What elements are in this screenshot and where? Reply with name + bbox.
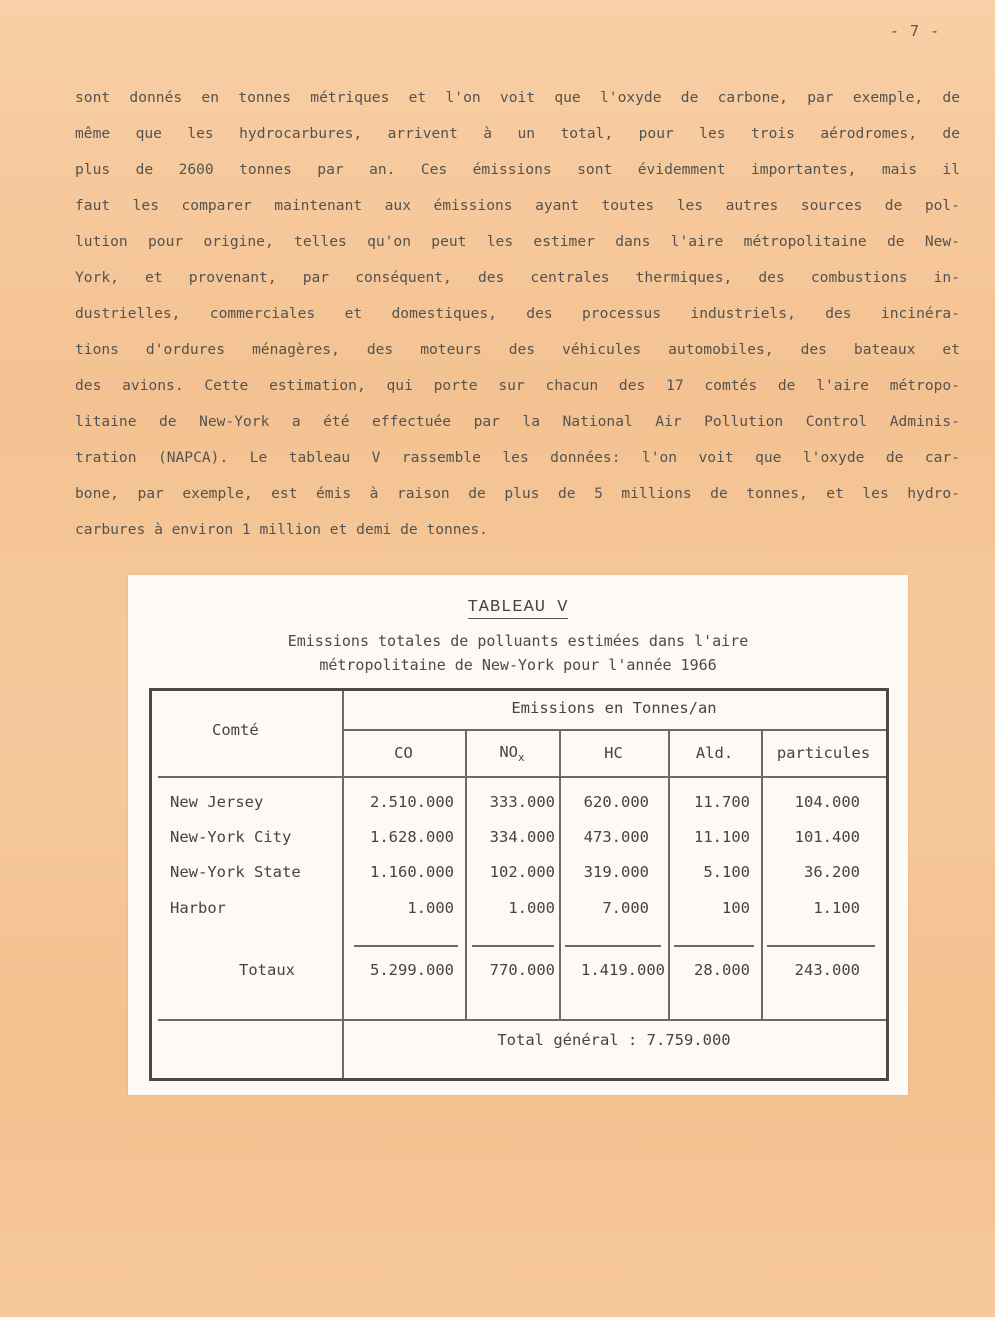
paragraph-line: plus de 2600 tonnes par an. Ces émissions sont évidemment importantes, mais il xyxy=(75,161,960,178)
paragraph-line: dustrielles, commerciales et domestiques, des processus industriels, des incinéra- xyxy=(75,305,960,322)
header-rule xyxy=(158,776,886,778)
body-paragraph xyxy=(75,80,960,548)
row-co: 2.510.000 xyxy=(370,793,454,811)
row-hc: 473.000 xyxy=(583,828,649,846)
paragraph-line: faut les comparer maintenant aux émissions ayant toutes les autres sources de pol- xyxy=(75,197,960,214)
header-county: Comté xyxy=(212,721,259,739)
subtotal-rule xyxy=(354,945,458,947)
row-particules: 1.100 xyxy=(813,899,860,917)
paragraph-line: des avions. Cette estimation, qui porte sur chacun des 17 comtés de l'aire métropo- xyxy=(75,377,960,394)
row-particules: 104.000 xyxy=(794,793,860,811)
header-nox-main: NO xyxy=(499,743,519,761)
header-emissions-group: Emissions en Tonnes/an xyxy=(511,699,717,717)
subtotal-rule xyxy=(565,945,661,947)
row-hc: 620.000 xyxy=(583,793,649,811)
header-hc: HC xyxy=(604,744,623,762)
totals-ald: 28.000 xyxy=(694,961,750,979)
table-title-text: TABLEAU V xyxy=(467,598,569,617)
row-co: 1.000 xyxy=(407,899,454,917)
row-county: New-York State xyxy=(170,863,301,881)
row-ald: 100 xyxy=(722,899,750,917)
paragraph-line: tions d'ordures ménagères, des moteurs des véhicules automobiles, des bateaux et xyxy=(75,341,960,358)
table-title xyxy=(128,598,908,617)
header-nox xyxy=(465,743,559,764)
paragraph-line: tration (NAPCA). Le tableau V rassemble les données: l'on voit que l'oxyde de car- xyxy=(75,449,960,466)
paragraph-line: sont donnés en tonnes métriques et l'on voit que l'oxyde de carbone, par exemple, de xyxy=(75,89,960,106)
emissions-table-card xyxy=(128,575,908,1095)
totals-hc: 1.419.000 xyxy=(581,961,665,979)
totals-co: 5.299.000 xyxy=(370,961,454,979)
paragraph-line: même que les hydrocarbures, arrivent à un total, pour les trois aérodromes, de xyxy=(75,125,960,142)
grand-total-rule xyxy=(158,1019,886,1021)
row-co: 1.628.000 xyxy=(370,828,454,846)
paragraph-line: York, et provenant, par conséquent, des centrales thermiques, des combustions in- xyxy=(75,269,960,286)
page-number: - 7 - xyxy=(890,22,941,40)
row-ald: 11.700 xyxy=(694,793,750,811)
row-hc: 7.000 xyxy=(602,899,649,917)
totals-particules: 243.000 xyxy=(794,961,860,979)
table-caption xyxy=(128,629,908,677)
row-ald: 11.100 xyxy=(694,828,750,846)
totals-label: Totaux xyxy=(239,961,295,979)
row-particules: 36.200 xyxy=(804,863,860,881)
subtotal-rule xyxy=(767,945,875,947)
row-county: Harbor xyxy=(170,899,226,917)
row-county: New Jersey xyxy=(170,793,264,811)
header-nox-subscript: x xyxy=(518,751,525,764)
grand-total: Total général : 7.759.000 xyxy=(497,1031,731,1049)
paragraph-line: litaine de New-York a été effectuée par la National Air Pollution Control Adminis- xyxy=(75,413,960,430)
paragraph-line: carbures à environ 1 million et demi de tonnes. xyxy=(75,521,488,538)
header-particules: particules xyxy=(776,744,871,762)
header-co: CO xyxy=(394,744,413,762)
emissions-table xyxy=(149,688,889,1081)
table-caption-line: Emissions totales de polluants estimées dans l'aire xyxy=(287,632,749,650)
row-co: 1.160.000 xyxy=(370,863,454,881)
table-caption-line: métropolitaine de New-York pour l'année 1966 xyxy=(319,656,717,674)
header-ald: Ald. xyxy=(695,744,734,762)
row-county: New-York City xyxy=(170,828,292,846)
row-hc: 319.000 xyxy=(583,863,649,881)
paragraph-line: lution pour origine, telles qu'on peut les estimer dans l'aire métropolitaine de New- xyxy=(75,233,960,250)
subtotal-rule xyxy=(472,945,554,947)
subtotal-rule xyxy=(674,945,754,947)
row-nox: 102.000 xyxy=(489,863,555,881)
row-nox: 1.000 xyxy=(508,899,555,917)
row-ald: 5.100 xyxy=(703,863,750,881)
row-nox: 333.000 xyxy=(489,793,555,811)
row-particules: 101.400 xyxy=(794,828,860,846)
paragraph-line: bone, par exemple, est émis à raison de plus de 5 millions de tonnes, et les hydro- xyxy=(75,485,960,502)
row-nox: 334.000 xyxy=(489,828,555,846)
totals-nox: 770.000 xyxy=(489,961,555,979)
header-rule xyxy=(342,729,886,731)
